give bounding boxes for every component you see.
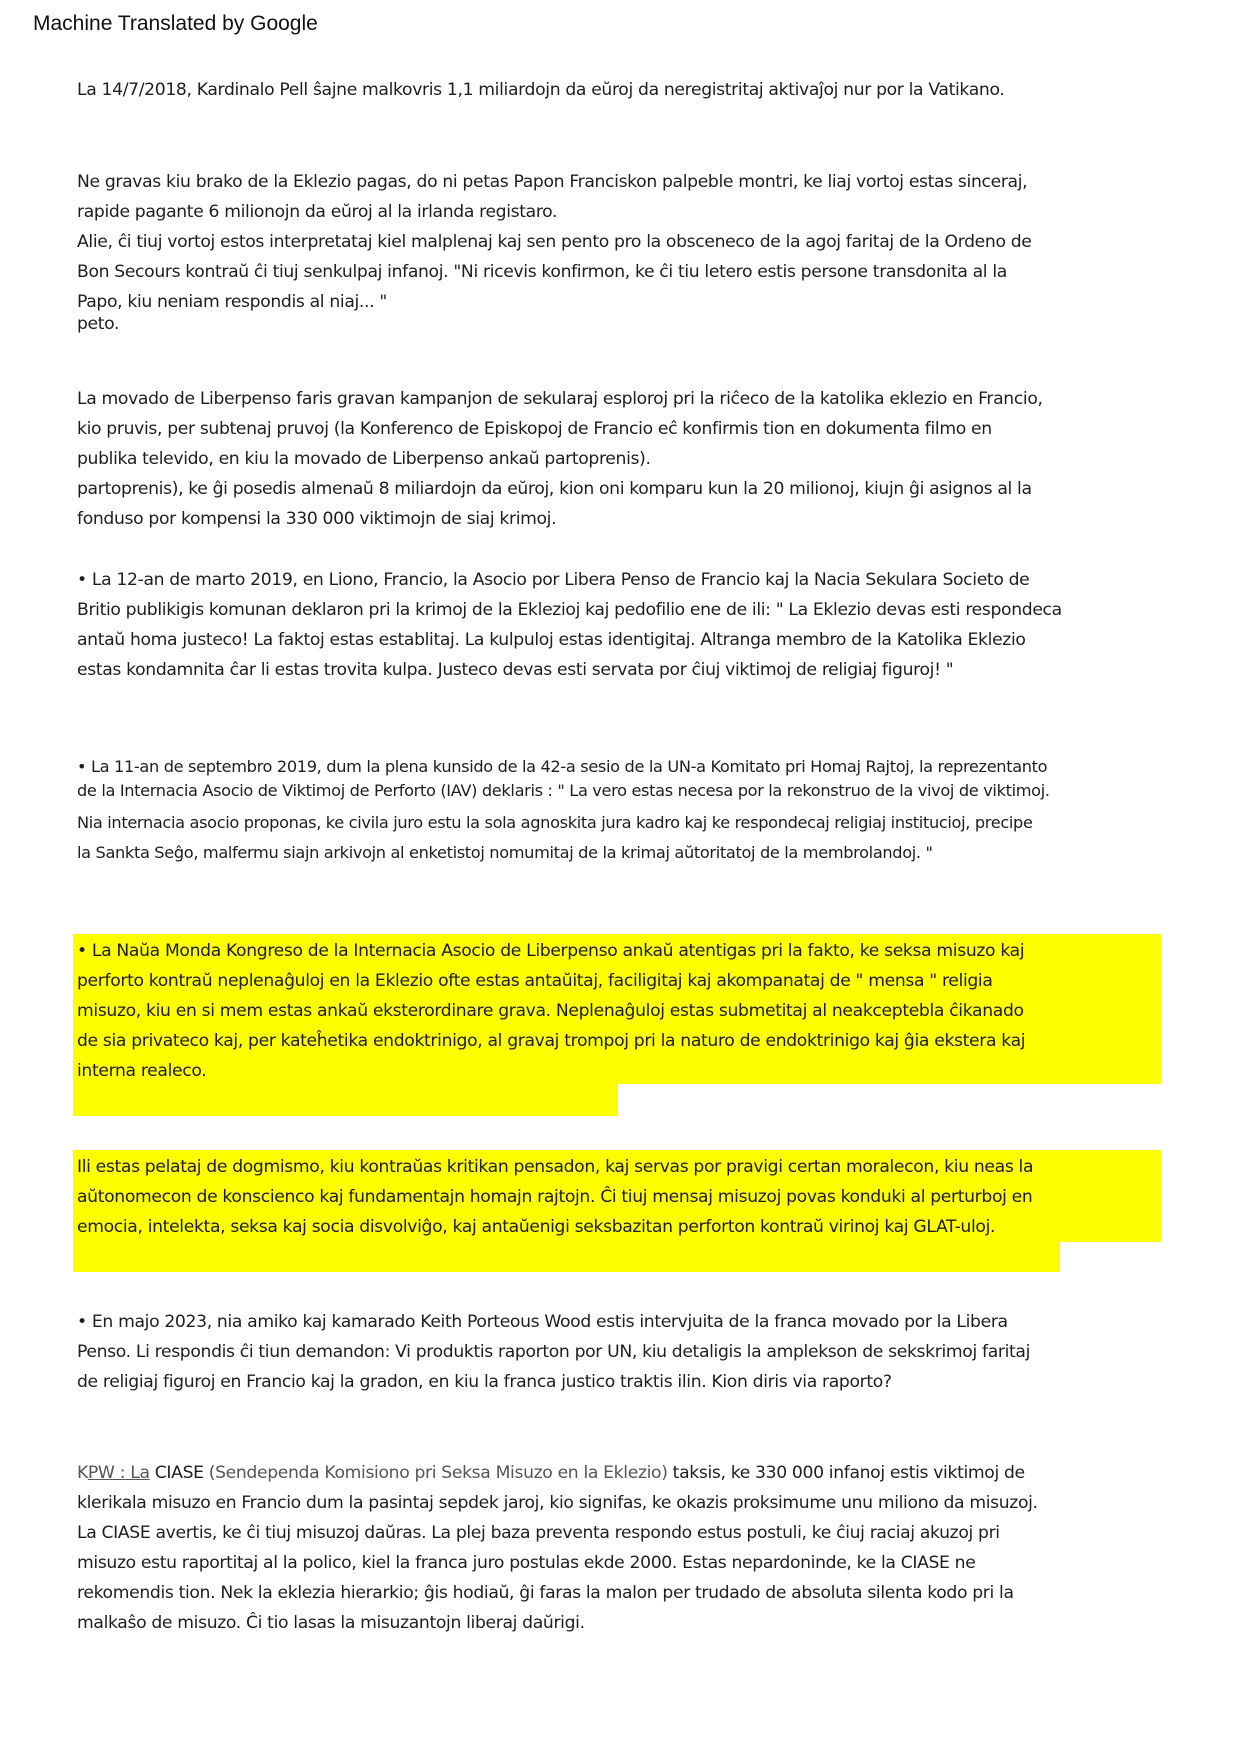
- ciase-expansion: (Sendependa Komisiono pri Seksa Misuzo en la Eklezio): [208, 1463, 668, 1483]
- text-line: Nia internacia asocio proponas, ke civila juro estu la sola agnoskita jura kadro kaj ke respondecaj religiaj institucioj, precipe: [77, 813, 1033, 832]
- text-line: misuzo, kiu en si mem estas ankaŭ eksterordinare grava. Neplenaĝuloj estas submetitaj al neakceptebla ĉikanado: [77, 1001, 1024, 1021]
- ciase-label: CIASE: [149, 1463, 209, 1483]
- text-line: fonduso por kompensi la 330 000 viktimojn de siaj krimoj.: [77, 509, 557, 529]
- text-line: rapide pagante 6 milionojn da eŭroj al la irlanda registaro.: [77, 202, 558, 222]
- text-line: malkaŝo de misuzo. Ĉi tio lasas la misuzantojn liberaj daŭrigi.: [77, 1613, 585, 1633]
- text-line: Britio publikigis komunan deklaron pri la krimoj de la Eklezioj kaj pedofilio ene de ili: " La Eklezio devas esti respondeca: [77, 600, 1062, 620]
- text-line: perforto kontraŭ neplenaĝuloj en la Eklezio ofte estas antaŭitaj, faciligitaj kaj akompanataj de " mensa " religia: [77, 971, 993, 991]
- text-line: klerikala misuzo en Francio dum la pasintaj sepdek jaroj, kio signifas, ke okazis proksimume unu miliono da misuzoj.: [77, 1493, 1038, 1513]
- text-line: interna realeco.: [77, 1061, 207, 1081]
- text-line: rekomendis tion. Nek la eklezia hierarkio; ĝis hodiaŭ, ĝi faras la malon per trudado de absoluta silenta kodo pri la: [77, 1583, 1014, 1603]
- text-line: Alie, ĉi tiuj vortoj estos interpretataj kiel malplenaj kaj sen pento pro la obsceneco de la agoj faritaj de la Ordeno de: [77, 232, 1032, 252]
- text-line: partoprenis), ke ĝi posedis almenaŭ 8 miliardojn da eŭroj, kion oni komparu kun la 20 milionoj, kiujn ĝi asignos al la: [77, 479, 1032, 499]
- text-line: de religiaj figuroj en Francio kaj la gradon, en kiu la franca justico traktis ilin. Kion diris via raporto?: [77, 1372, 892, 1392]
- text-line: la Sankta Seĝo, malfermu siajn arkivojn al enketistoj nomumitaj de la krimaj aŭtoritatoj de la membrolandoj. ": [77, 843, 933, 862]
- text-line: • En majo 2023, nia amiko kaj kamarado Keith Porteous Wood estis intervjuita de la franca movado por la Libera: [77, 1312, 1008, 1332]
- speaker-link[interactable]: PW : La: [87, 1463, 150, 1483]
- text-line: kio pruvis, per subtenaj pruvoj (la Konferenco de Episkopoj de Francio eĉ konfirmis tion en dokumenta filmo en: [77, 419, 992, 439]
- text-segment: taksis, ke 330 000 infanoj estis viktimoj de: [667, 1463, 1025, 1483]
- text-line: antaŭ homa justeco! La faktoj estas establitaj. La kulpuloj estas identigitaj. Altranga membro de la Katolika Eklezio: [77, 630, 1026, 650]
- text-line: [77, 1463, 1025, 1483]
- text-line: de la Internacia Asocio de Viktimoj de Perforto (IAV) deklaris : " La vero estas necesa por la rekonstruo de la vivoj de viktimoj.: [77, 781, 1050, 800]
- text-line: Penso. Li respondis ĉi tiun demandon: Vi produktis raporton por UN, kiu detaligis la amplekson de sekskrimoj faritaj: [77, 1342, 1031, 1362]
- text-line: emocia, intelekta, seksa kaj socia disvolviĝo, kaj antaŭenigi seksbazitan perforton kontraŭ virinoj kaj GLAT-uloj.: [77, 1217, 996, 1237]
- machine-translation-banner: Machine Translated by Google: [33, 12, 318, 35]
- text-line: La 14/7/2018, Kardinalo Pell ŝajne malkovris 1,1 miliardojn da eŭroj da neregistritaj aktivaĵoj nur por la Vatikano.: [77, 80, 1005, 100]
- text-line: La movado de Liberpenso faris gravan kampanjon de sekularaj esploroj pri la riĉeco de la katolika eklezio en Francio,: [77, 389, 1043, 409]
- highlight-block: [73, 1242, 1060, 1272]
- highlight-block: [73, 1084, 618, 1116]
- text-line: publika televido, en kiu la movado de Liberpenso ankaŭ partoprenis).: [77, 449, 651, 469]
- text-line: La CIASE avertis, ke ĉi tiuj misuzoj daŭras. La plej baza preventa respondo estus postuli, ke ĉiuj raciaj akuzoj pri: [77, 1523, 1000, 1543]
- text-line: Bon Secours kontraŭ ĉi tiuj senkulpaj infanoj. "Ni ricevis konfirmon, ke ĉi tiu letero estis persone transdonita al la: [77, 262, 1007, 282]
- text-line: Ili estas pelataj de dogmismo, kiu kontraŭas kritikan pensadon, kaj servas por pravigi certan moralecon, kiu neas la: [77, 1157, 1034, 1177]
- text-line: • La 11-an de septembro 2019, dum la plena kunsido de la 42-a sesio de la UN-a Komitato pri Homaj Rajtoj, la reprezentanto: [77, 757, 1048, 776]
- text-line: Ne gravas kiu brako de la Eklezio pagas, do ni petas Papon Franciskon palpeble montri, ke liaj vortoj estas sinceraj,: [77, 172, 1028, 192]
- text-line: de sia privateco kaj, per kateĥetika endoktrinigo, al gravaj trompoj pri la naturo de endoktrinigo kaj ĝia ekstera kaj: [77, 1031, 1026, 1051]
- text-line: • La 12-an de marto 2019, en Liono, Francio, la Asocio por Libera Penso de Francio kaj la Nacia Sekulara Societo de: [77, 570, 1030, 590]
- text-line: Papo, kiu neniam respondis al niaj... ": [77, 292, 387, 312]
- speaker-initial: K: [77, 1463, 88, 1483]
- text-line: estas kondamnita ĉar li estas trovita kulpa. Justeco devas esti servata por ĉiuj viktimoj de religiaj figuroj! ": [77, 660, 954, 680]
- text-line: • La Naŭa Monda Kongreso de la Internacia Asocio de Liberpenso ankaŭ atentigas pri la fakto, ke seksa misuzo kaj: [77, 941, 1025, 961]
- text-line: peto.: [77, 314, 120, 334]
- text-line: misuzo estu raportitaj al la polico, kiel la franca juro postulas ekde 2000. Estas nepardoninde, ke la CIASE ne: [77, 1553, 976, 1573]
- text-line: aŭtonomecon de konscienco kaj fundamentajn homajn rajtojn. Ĉi tiuj mensaj misuzoj povas konduki al perturboj en: [77, 1187, 1033, 1207]
